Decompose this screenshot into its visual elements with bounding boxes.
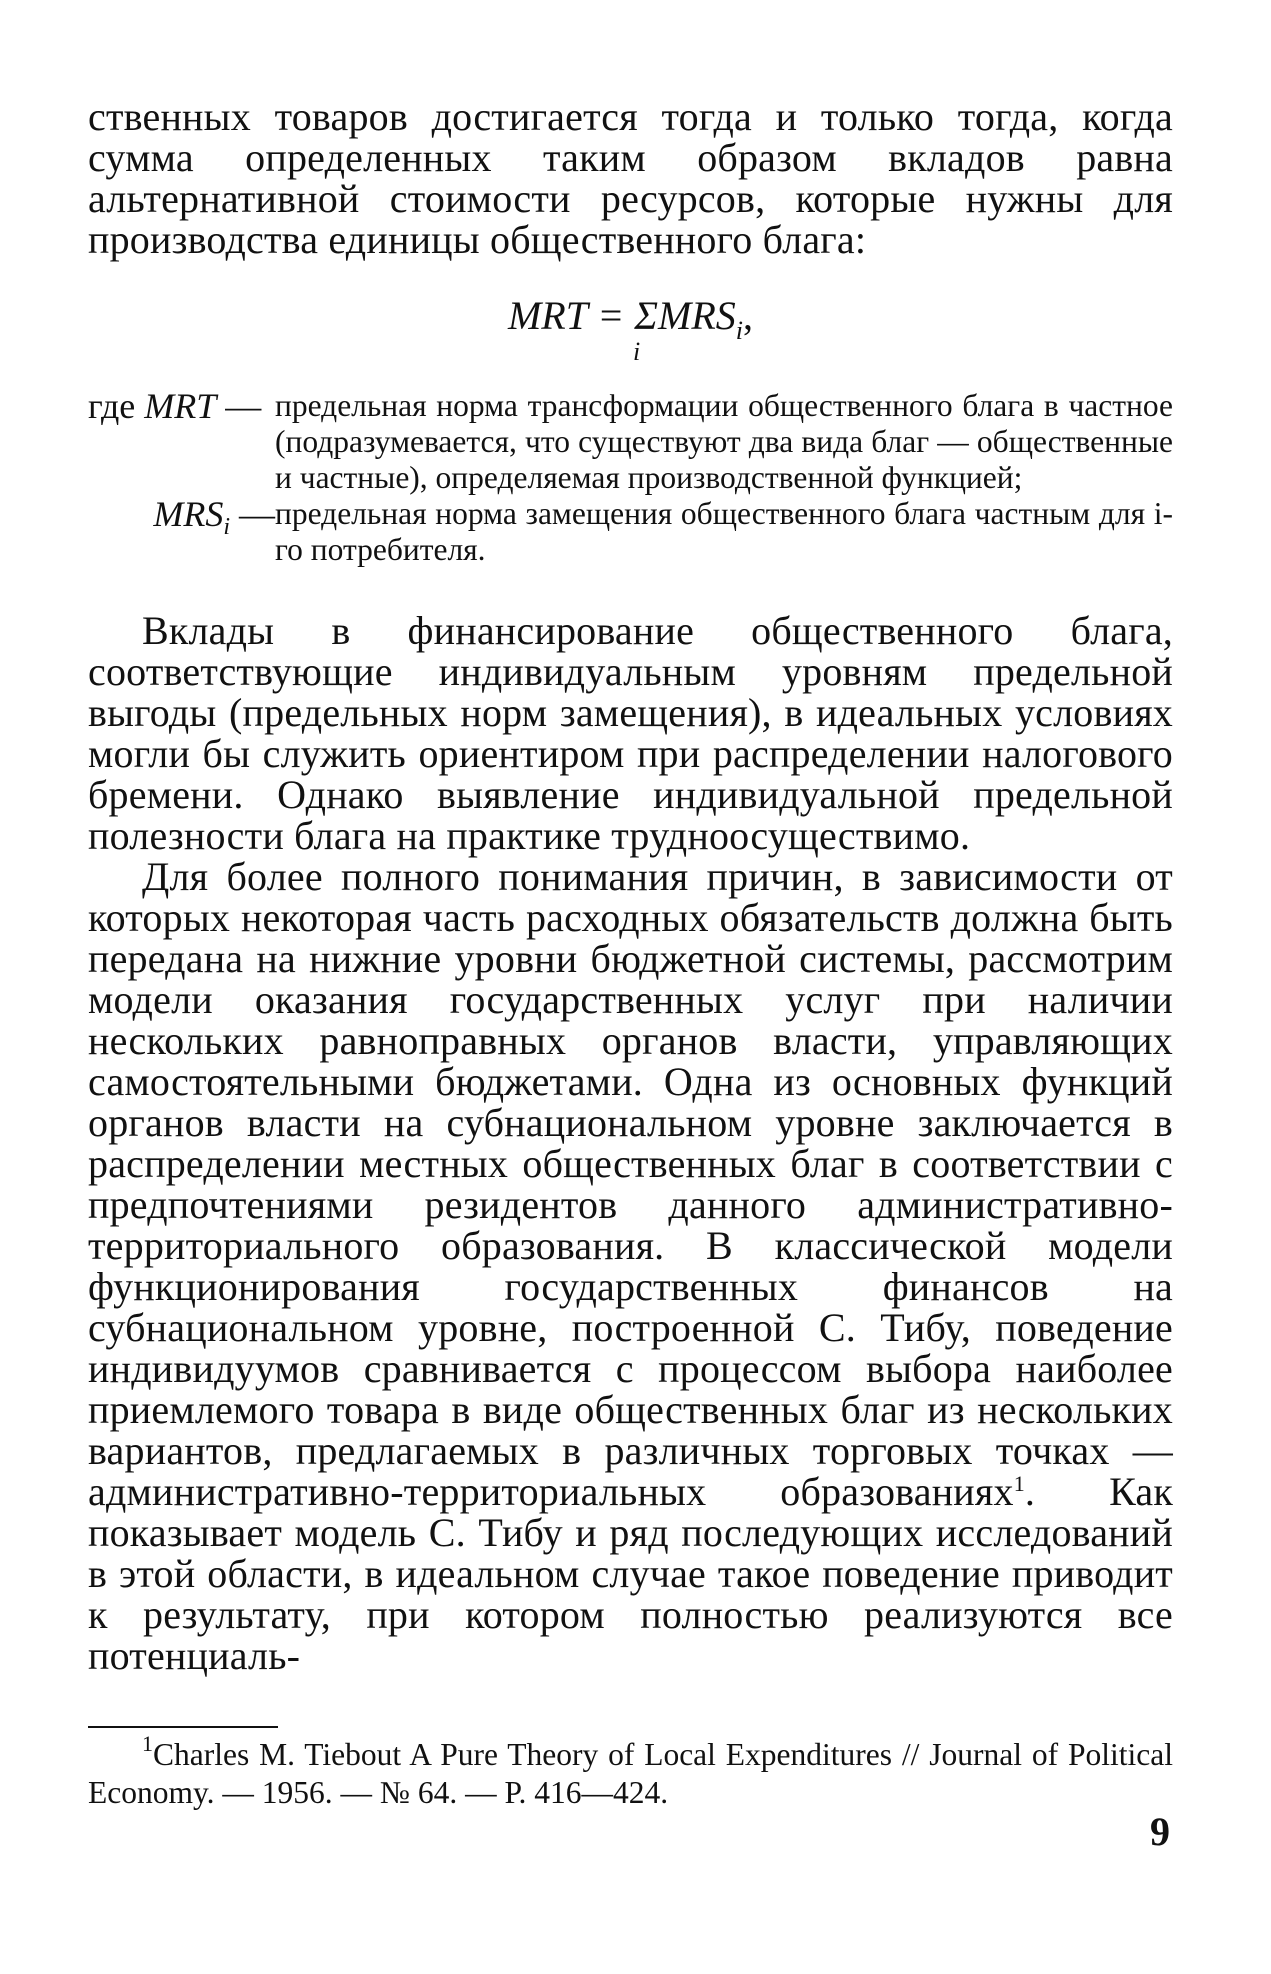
definition-prefix: где — [88, 386, 136, 426]
paragraph-3-end: . Как показывает модель С. Тибу и ряд последующих исследований в этой области, в идеальном случае такое поведение приводит к результату, при котором полностью реализуются все потенциаль- — [88, 1469, 1174, 1678]
formula-main: MRT = ΣMRS — [507, 293, 736, 338]
footnote-mark: 1 — [142, 1731, 153, 1756]
definition-text-mrt: предельная норма трансформации общественного блага в частное (подразумевается, что существуют два вида благ — общественные и частные), определяемая производственной функцией; — [275, 388, 1173, 495]
formula-subscript: i — [735, 316, 744, 345]
definitions — [88, 388, 1173, 568]
definition-term-mrs: MRS — [153, 494, 224, 534]
definition-dash: — — [239, 494, 275, 534]
paragraph-2: Вклады в финансирование общественного блага, соответствующие индивидуальным уровням предельной выгоды (предельных норм замещения), в идеальных условиях могли бы служить ориентиром при распределении налогового бремени. Однако выявление индивидуальной предельной полезности блага на практике трудноосуществимо. — [88, 608, 1173, 858]
footnote — [88, 1731, 1173, 1812]
paragraph-1: ственных товаров достигается тогда и только тогда, когда сумма определенных таким образом вкладов равна альтернативной стоимости ресурсов, которые нужны для производства единицы общественного блага: — [88, 94, 1173, 262]
page-body — [88, 96, 1173, 1844]
definition-dash: — — [225, 386, 262, 426]
definition-text-mrs: предельная норма замещения общественного блага частным для i-го потребителя. — [275, 496, 1173, 567]
definition-term-mrs-sub: i — [223, 514, 230, 540]
footnote-divider — [88, 1726, 278, 1728]
footnote-reference: 1 — [1013, 1471, 1025, 1496]
paragraph-3-text: Для более полного понимания причин, в зависимости от которых некоторая часть расходных обязательств должна быть передана на нижние уровни бюджетной системы, рассмотрим модели оказания государственных услуг при наличии нескольких равноправных органов власти, управляющих самостоятельными бюджетами. Одна из основных функций органов власти на субнациональном уровне заключается в распределении местных общественных благ в соответствии с предпочтениями резидентов данного административно-территориального образования. В классической модели функционирования государственных финансов на субнациональном уровне, построенной С. Тибу, поведение индивидуумов сравнивается с процессом выбора наиболее приемлемого товара в виде общественных благ из нескольких вариантов, предлагаемых в различных торговых точках — административно-территориальных образованиях — [88, 854, 1173, 1514]
definition-mrs — [88, 496, 1173, 568]
definition-mrt — [88, 388, 1173, 496]
formula-sum-index: i — [633, 337, 641, 366]
definition-term-mrt: MRT — [144, 386, 217, 426]
footnote-text: Charles M. Tiebout A Pure Theory of Local Expenditures // Journal of Political Economy. — 1956. — № 64. — P. 416—424. — [88, 1737, 1173, 1810]
paragraph-3 — [88, 856, 1173, 1676]
formula-comma: , — [743, 293, 754, 338]
page-number: 9 — [1150, 1809, 1170, 1854]
formula-mrt — [88, 293, 1173, 376]
